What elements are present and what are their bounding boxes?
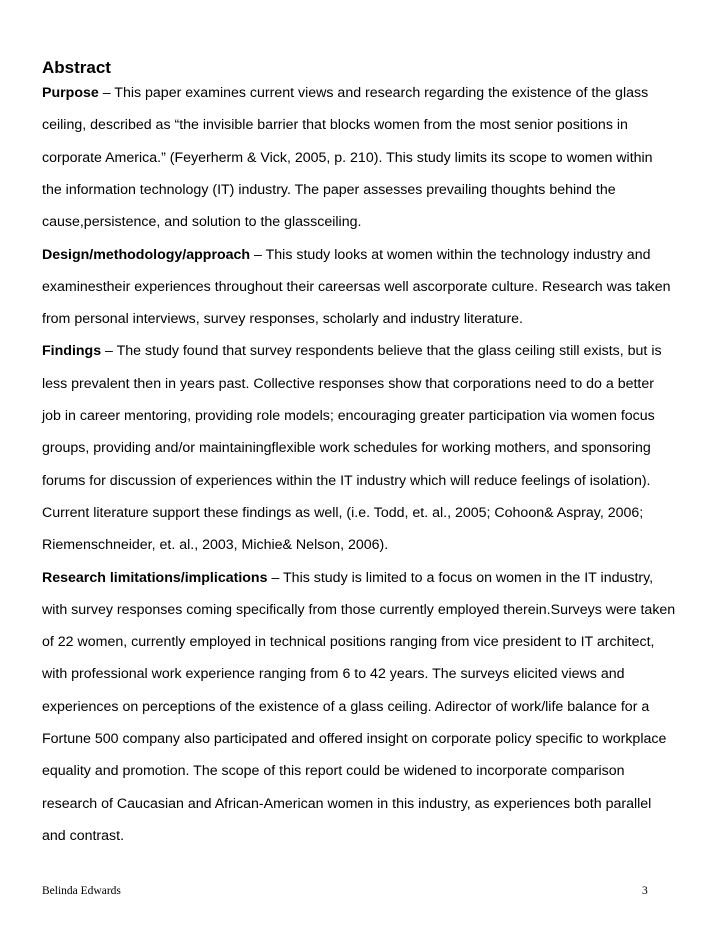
text-line <box>42 698 649 716</box>
line-text: forums for discussion of experiences within the IT industry which will reduce feelings of isolation). <box>42 472 651 489</box>
text-line <box>42 762 625 780</box>
line-text: groups, providing and/or maintainingflexible work schedules for working mothers, and sponsoring <box>42 440 651 457</box>
text-line <box>42 633 654 651</box>
text-line <box>42 342 662 360</box>
section-label: Purpose <box>42 85 99 101</box>
text-line <box>42 375 654 393</box>
line-text: the information technology (IT) industry. The paper assesses prevailing thoughts behind the <box>42 181 616 198</box>
footer-author: Belinda Edwards <box>42 885 121 897</box>
text-line <box>42 665 625 683</box>
text-line <box>42 149 653 167</box>
line-text: – This study looks at women within the technology industry and <box>250 246 651 263</box>
line-text: with professional work experience ranging from 6 to 42 years. The surveys elicited views and <box>42 666 625 683</box>
line-text: – This study is limited to a focus on women in the IT industry, <box>267 569 654 586</box>
text-line <box>42 213 361 231</box>
text-line <box>42 795 651 813</box>
line-text: examinestheir experiences throughout their careersas well ascorporate culture. Research was taken <box>42 278 671 295</box>
line-text: with survey responses coming specifically from those currently employed therein.Surveys were taken <box>42 601 676 618</box>
line-text: research of Caucasian and African-American women in this industry, as experiences both parallel <box>42 795 652 812</box>
text-line <box>42 246 650 264</box>
line-text: experiences on perceptions of the existence of a glass ceiling. Adirector of work/life balance for a <box>42 698 650 715</box>
text-line <box>42 536 388 554</box>
text-line <box>42 116 628 134</box>
line-text: equality and promotion. The scope of this report could be widened to incorporate comparison <box>42 763 625 780</box>
text-line <box>42 439 651 457</box>
text-line <box>42 84 648 102</box>
line-text: less prevalent then in years past. Collective responses show that corporations need to do a better <box>42 375 654 392</box>
text-line <box>42 827 124 845</box>
line-text: from personal interviews, survey responses, scholarly and industry literature. <box>42 311 524 328</box>
line-text: Fortune 500 company also participated and offered insight on corporate policy specific to workplace <box>42 731 667 747</box>
line-text: ceiling, described as “the invisible barrier that blocks women from the most senior positions in <box>42 117 628 134</box>
line-text: job in career mentoring, providing role models; encouraging greater participation via women focus <box>42 408 655 424</box>
line-text: cause,persistence, and solution to the glassceiling. <box>42 214 362 231</box>
text-line <box>42 730 666 748</box>
line-text: Current literature support these findings as well, (i.e. Todd, et. al., 2005; Cohoon& Aspray, 2006; <box>42 504 644 521</box>
line-text: – The study found that survey respondents believe that the glass ceiling still exists, but is <box>101 343 662 360</box>
line-text: – This paper examines current views and research regarding the existence of the glass <box>98 85 649 101</box>
line-text: corporate America.” (Feyerherm & Vick, 2005, p. 210). This study limits its scope to women within <box>42 149 653 166</box>
section-label: Research limitations/implications <box>42 569 268 586</box>
text-line <box>42 278 671 296</box>
text-line <box>42 504 643 522</box>
section-label: Design/methodology/approach <box>42 246 251 263</box>
text-line <box>42 407 655 425</box>
text-line <box>42 601 675 619</box>
abstract-heading: Abstract <box>42 58 111 77</box>
footer-page-number: 3 <box>642 885 648 897</box>
line-text: Riemenschneider, et. al., 2003, Michie& Nelson, 2006). <box>42 537 389 554</box>
section-label: Findings <box>42 343 102 360</box>
text-line <box>42 472 651 490</box>
line-text: and contrast. <box>42 827 125 844</box>
text-line <box>42 310 523 328</box>
line-text: of 22 women, currently employed in technical positions ranging from vice president to IT architect, <box>42 634 655 651</box>
text-line <box>42 181 616 199</box>
text-line <box>42 569 653 587</box>
